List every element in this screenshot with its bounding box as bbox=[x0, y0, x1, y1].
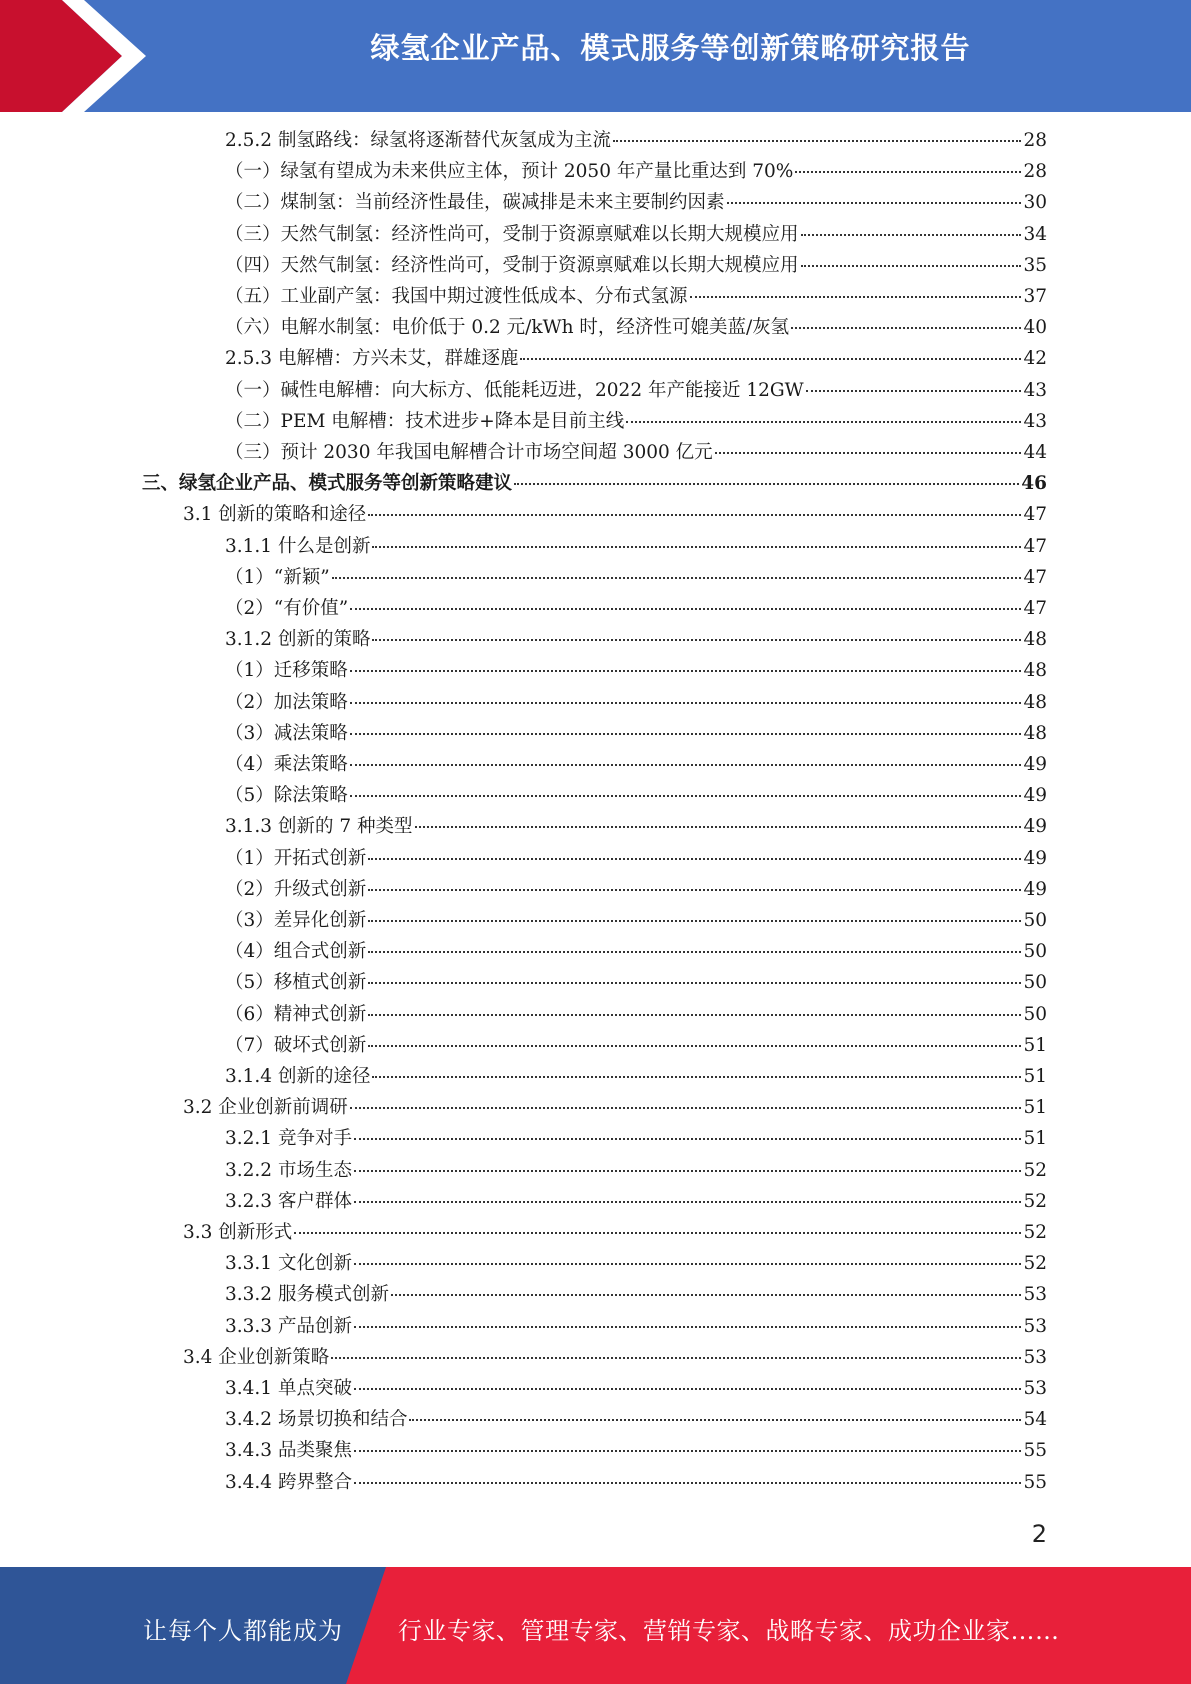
toc-leader-dots bbox=[415, 826, 1022, 828]
toc-entry-page: 37 bbox=[1023, 286, 1047, 307]
toc-entry[interactable] bbox=[225, 1062, 1047, 1093]
toc-entry-label: 3.1 创新的策略和途径 bbox=[183, 504, 367, 526]
toc-entry-page: 49 bbox=[1023, 754, 1047, 775]
toc-entry-label: （3）减法策略 bbox=[225, 722, 348, 744]
toc-entry[interactable] bbox=[225, 750, 1047, 781]
toc-entry-label: 3.3.2 服务模式创新 bbox=[225, 1284, 389, 1306]
toc-entry[interactable] bbox=[225, 1280, 1047, 1311]
toc-entry-page: 47 bbox=[1023, 535, 1047, 557]
toc-leader-dots bbox=[690, 296, 1022, 298]
toc-leader-dots bbox=[727, 202, 1022, 204]
toc-leader-dots bbox=[368, 1045, 1021, 1047]
toc-entry[interactable] bbox=[183, 1343, 1047, 1374]
toc-leader-dots bbox=[350, 702, 1022, 704]
toc-entry-label: （5）移植式创新 bbox=[225, 972, 367, 994]
toc-leader-dots bbox=[354, 1138, 1022, 1140]
toc-entry-label: （5）除法策略 bbox=[225, 785, 348, 807]
toc-leader-dots bbox=[350, 795, 1022, 797]
toc-entry-page: 48 bbox=[1023, 660, 1047, 682]
toc-entry-label: 3.1.4 创新的途径 bbox=[225, 1066, 371, 1087]
toc-entry-label: （6）精神式创新 bbox=[225, 1003, 367, 1025]
toc-leader-dots bbox=[354, 1170, 1022, 1172]
toc-entry-page: 47 bbox=[1023, 598, 1047, 619]
toc-entry[interactable] bbox=[225, 719, 1047, 750]
toc-entry-page: 52 bbox=[1023, 1159, 1047, 1181]
toc-entry-page: 50 bbox=[1023, 972, 1047, 994]
toc-entry[interactable] bbox=[225, 1031, 1047, 1062]
toc-entry-label: （3）差异化创新 bbox=[225, 910, 367, 931]
toc-leader-dots bbox=[354, 1326, 1022, 1328]
toc-entry-page: 28 bbox=[1023, 130, 1047, 151]
toc-leader-dots bbox=[791, 327, 1021, 329]
toc-entry-page: 35 bbox=[1023, 254, 1047, 276]
toc-entry-label: （4）乘法策略 bbox=[225, 754, 348, 775]
footer-slogan-left: 让每个人都能成为 bbox=[143, 1617, 343, 1645]
toc-entry-label: （1）迁移策略 bbox=[225, 660, 348, 682]
toc-leader-dots bbox=[409, 1419, 1021, 1421]
toc-entry-page: 53 bbox=[1023, 1284, 1047, 1306]
toc-leader-dots bbox=[368, 889, 1021, 891]
toc-entry[interactable] bbox=[225, 1187, 1047, 1218]
toc-entry[interactable] bbox=[225, 781, 1047, 812]
toc-entry[interactable] bbox=[225, 625, 1047, 656]
toc-entry-page: 49 bbox=[1023, 878, 1047, 900]
toc-leader-dots bbox=[613, 140, 1021, 142]
toc-entry-page: 49 bbox=[1023, 785, 1047, 807]
toc-leader-dots bbox=[350, 764, 1022, 766]
toc-entry-page: 34 bbox=[1023, 223, 1047, 245]
toc-entry[interactable] bbox=[225, 407, 1047, 438]
toc-leader-dots bbox=[368, 982, 1021, 984]
toc-entry-page: 55 bbox=[1023, 1440, 1047, 1462]
toc-entry-page: 49 bbox=[1023, 847, 1047, 869]
toc-entry-page: 55 bbox=[1023, 1471, 1047, 1493]
toc-entry[interactable] bbox=[225, 594, 1047, 625]
toc-entry-label: 3.3.3 产品创新 bbox=[225, 1315, 352, 1337]
toc-entry[interactable] bbox=[225, 1468, 1047, 1499]
page-footer bbox=[0, 1567, 1191, 1684]
toc-leader-dots bbox=[368, 858, 1021, 860]
toc-entry-page: 50 bbox=[1023, 941, 1047, 963]
toc-entry-label: （7）破坏式创新 bbox=[225, 1034, 367, 1056]
toc-entry-label: 3.3.1 文化创新 bbox=[225, 1253, 352, 1275]
page-number: 2 bbox=[1031, 1520, 1047, 1548]
toc-entry-label: 3.3 创新形式 bbox=[183, 1222, 293, 1243]
toc-entry-page: 51 bbox=[1023, 1097, 1047, 1119]
toc-entry-label: （二）PEM 电解槽：技术进步+降本是目前主线 bbox=[225, 410, 625, 432]
toc-entry-page: 49 bbox=[1023, 816, 1047, 838]
toc-leader-dots bbox=[354, 1482, 1022, 1484]
footer-slogan-right: 行业专家、管理专家、营销专家、战略专家、成功企业家…… bbox=[398, 1617, 1060, 1645]
toc-entry-page: 54 bbox=[1023, 1409, 1047, 1431]
toc-leader-dots bbox=[354, 1388, 1022, 1390]
toc-leader-dots bbox=[332, 577, 1022, 579]
toc-entry[interactable] bbox=[183, 1218, 1047, 1249]
toc-entry-label: （一）绿氢有望成为未来供应主体，预计 2050 年产量比重达到 70% bbox=[225, 161, 794, 183]
toc-entry-page: 47 bbox=[1023, 566, 1047, 588]
toc-entry-label: 3.1.3 创新的 7 种类型 bbox=[225, 816, 413, 838]
toc-entry-page: 52 bbox=[1023, 1222, 1047, 1243]
toc-leader-dots bbox=[520, 358, 1021, 360]
toc-entry[interactable] bbox=[225, 688, 1047, 719]
toc-entry[interactable] bbox=[225, 376, 1047, 407]
toc-leader-dots bbox=[331, 1357, 1021, 1359]
toc-leader-dots bbox=[294, 1232, 1021, 1234]
toc-entry[interactable] bbox=[225, 812, 1047, 843]
toc-entry-page: 53 bbox=[1023, 1315, 1047, 1337]
toc-leader-dots bbox=[715, 452, 1022, 454]
toc-entry-page: 30 bbox=[1023, 192, 1047, 214]
toc-entry[interactable] bbox=[225, 344, 1047, 375]
toc-entry-label: 3.4 企业创新策略 bbox=[183, 1346, 330, 1368]
page-header bbox=[0, 0, 1191, 112]
toc-entry-page: 43 bbox=[1023, 410, 1047, 432]
toc-entry-page: 42 bbox=[1023, 348, 1047, 370]
toc-entry[interactable] bbox=[225, 157, 1047, 188]
toc-entry[interactable] bbox=[225, 313, 1047, 344]
toc-entry-label: （2）加法策略 bbox=[225, 691, 348, 713]
toc-entry[interactable] bbox=[225, 968, 1047, 999]
toc-leader-dots bbox=[514, 483, 1019, 485]
toc-entry[interactable] bbox=[225, 1124, 1047, 1155]
toc-entry[interactable] bbox=[225, 906, 1047, 937]
toc-entry[interactable] bbox=[225, 1436, 1047, 1467]
toc-entry[interactable] bbox=[225, 1374, 1047, 1405]
toc-entry-page: 51 bbox=[1023, 1034, 1047, 1056]
toc-entry-label: 3.4.3 品类聚焦 bbox=[225, 1440, 352, 1462]
toc-leader-dots bbox=[626, 421, 1021, 423]
toc-entry-page: 53 bbox=[1023, 1346, 1047, 1368]
toc-entry-page: 48 bbox=[1023, 722, 1047, 744]
toc-leader-dots bbox=[354, 1450, 1022, 1452]
toc-entry-label: 三、绿氢企业产品、模式服务等创新策略建议 bbox=[142, 473, 513, 495]
toc-entry[interactable] bbox=[225, 1249, 1047, 1280]
toc-entry[interactable] bbox=[225, 1312, 1047, 1343]
toc-leader-dots bbox=[372, 639, 1021, 641]
toc-entry-page: 46 bbox=[1021, 473, 1047, 495]
toc-entry-label: 3.2.2 市场生态 bbox=[225, 1159, 352, 1181]
toc-leader-dots bbox=[354, 1201, 1022, 1203]
toc-entry-label: 3.2.1 竞争对手 bbox=[225, 1128, 352, 1150]
toc-entry-page: 50 bbox=[1023, 910, 1047, 931]
toc-entry-label: 3.4.1 单点突破 bbox=[225, 1378, 352, 1399]
toc-entry-label: （2）“有价值” bbox=[225, 598, 349, 619]
toc-entry-label: 2.5.2 制氢路线：绿氢将逐渐替代灰氢成为主流 bbox=[225, 130, 611, 151]
toc-entry[interactable] bbox=[142, 469, 1047, 500]
toc-entry-label: 3.4.4 跨界整合 bbox=[225, 1471, 352, 1493]
toc-entry[interactable] bbox=[225, 875, 1047, 906]
toc-entry-page: 47 bbox=[1023, 504, 1047, 526]
toc-leader-dots bbox=[350, 608, 1021, 610]
toc-entry-label: 3.4.2 场景切换和结合 bbox=[225, 1409, 408, 1431]
toc-entry-page: 43 bbox=[1023, 379, 1047, 401]
toc-entry-label: （一）碱性电解槽：向大标方、低能耗迈进，2022 年产能接近 12GW bbox=[225, 379, 804, 401]
toc-entry[interactable] bbox=[225, 126, 1047, 157]
toc-entry[interactable] bbox=[225, 937, 1047, 968]
toc-leader-dots bbox=[372, 1076, 1021, 1078]
toc-entry[interactable] bbox=[225, 844, 1047, 875]
toc-leader-dots bbox=[801, 265, 1022, 267]
toc-entry-label: 2.5.3 电解槽：方兴未艾，群雄逐鹿 bbox=[225, 348, 519, 370]
toc-entry-page: 40 bbox=[1023, 317, 1047, 339]
toc-entry-label: （1）“新颖” bbox=[225, 566, 330, 588]
toc-entry-page: 51 bbox=[1023, 1066, 1047, 1087]
toc-leader-dots bbox=[368, 1014, 1021, 1016]
toc-entry[interactable] bbox=[225, 220, 1047, 251]
toc-leader-dots bbox=[368, 920, 1021, 922]
toc-entry-page: 28 bbox=[1023, 161, 1047, 183]
toc-entry[interactable] bbox=[225, 282, 1047, 313]
toc-entry-label: （三）预计 2030 年我国电解槽合计市场空间超 3000 亿元 bbox=[225, 442, 713, 463]
toc-entry[interactable] bbox=[225, 656, 1047, 687]
toc-entry-label: （二）煤制氢：当前经济性最佳，碳减排是未来主要制约因素 bbox=[225, 192, 725, 214]
header-arrow-decoration bbox=[0, 0, 160, 112]
toc-entry-label: 3.2 企业创新前调研 bbox=[183, 1097, 348, 1119]
toc-entry-label: （六）电解水制氢：电价低于 0.2 元/kWh 时，经济性可媲美蓝/灰氢 bbox=[225, 317, 790, 339]
toc-leader-dots bbox=[350, 733, 1022, 735]
toc-entry-label: （四）天然气制氢：经济性尚可，受制于资源禀赋难以长期大规模应用 bbox=[225, 254, 799, 276]
toc-entry[interactable] bbox=[225, 188, 1047, 219]
toc-entry[interactable] bbox=[225, 1156, 1047, 1187]
toc-entry[interactable] bbox=[183, 1093, 1047, 1124]
toc-leader-dots bbox=[354, 1263, 1022, 1265]
toc-entry[interactable] bbox=[225, 251, 1047, 282]
toc-leader-dots bbox=[372, 546, 1021, 548]
toc-entry-page: 48 bbox=[1023, 691, 1047, 713]
toc-entry-page: 53 bbox=[1023, 1378, 1047, 1399]
toc-entry[interactable] bbox=[183, 500, 1047, 531]
toc-leader-dots bbox=[795, 171, 1021, 173]
toc-leader-dots bbox=[368, 514, 1021, 516]
toc-entry-page: 50 bbox=[1023, 1003, 1047, 1025]
toc-entry-label: （2）升级式创新 bbox=[225, 878, 367, 900]
report-title: 绿氢企业产品、模式服务等创新策略研究报告 bbox=[370, 31, 971, 65]
toc-entry-page: 44 bbox=[1023, 442, 1047, 463]
toc-leader-dots bbox=[350, 670, 1022, 672]
toc-entry-label: 3.2.3 客户群体 bbox=[225, 1190, 352, 1212]
toc-entry-page: 51 bbox=[1023, 1128, 1047, 1150]
toc-entry[interactable] bbox=[225, 532, 1047, 563]
toc-leader-dots bbox=[391, 1294, 1021, 1296]
toc-entry-label: （五）工业副产氢：我国中期过渡性低成本、分布式氢源 bbox=[225, 286, 688, 307]
toc-entry[interactable] bbox=[225, 438, 1047, 469]
toc-entry[interactable] bbox=[225, 1000, 1047, 1031]
toc-leader-dots bbox=[806, 390, 1022, 392]
toc-entry-label: （1）开拓式创新 bbox=[225, 847, 367, 869]
toc-entry-label: （4）组合式创新 bbox=[225, 941, 367, 963]
toc-leader-dots bbox=[350, 1107, 1022, 1109]
toc-entry-label: 3.1.1 什么是创新 bbox=[225, 535, 371, 557]
toc-entry-label: 3.1.2 创新的策略 bbox=[225, 629, 371, 651]
toc-entry-page: 52 bbox=[1023, 1253, 1047, 1275]
toc-leader-dots bbox=[801, 234, 1022, 236]
toc-leader-dots bbox=[368, 951, 1021, 953]
toc-entry[interactable] bbox=[225, 563, 1047, 594]
toc-entry[interactable] bbox=[225, 1405, 1047, 1436]
toc-entry-page: 48 bbox=[1023, 629, 1047, 651]
toc-entry-label: （三）天然气制氢：经济性尚可，受制于资源禀赋难以长期大规模应用 bbox=[225, 223, 799, 245]
toc-entry-page: 52 bbox=[1023, 1190, 1047, 1212]
